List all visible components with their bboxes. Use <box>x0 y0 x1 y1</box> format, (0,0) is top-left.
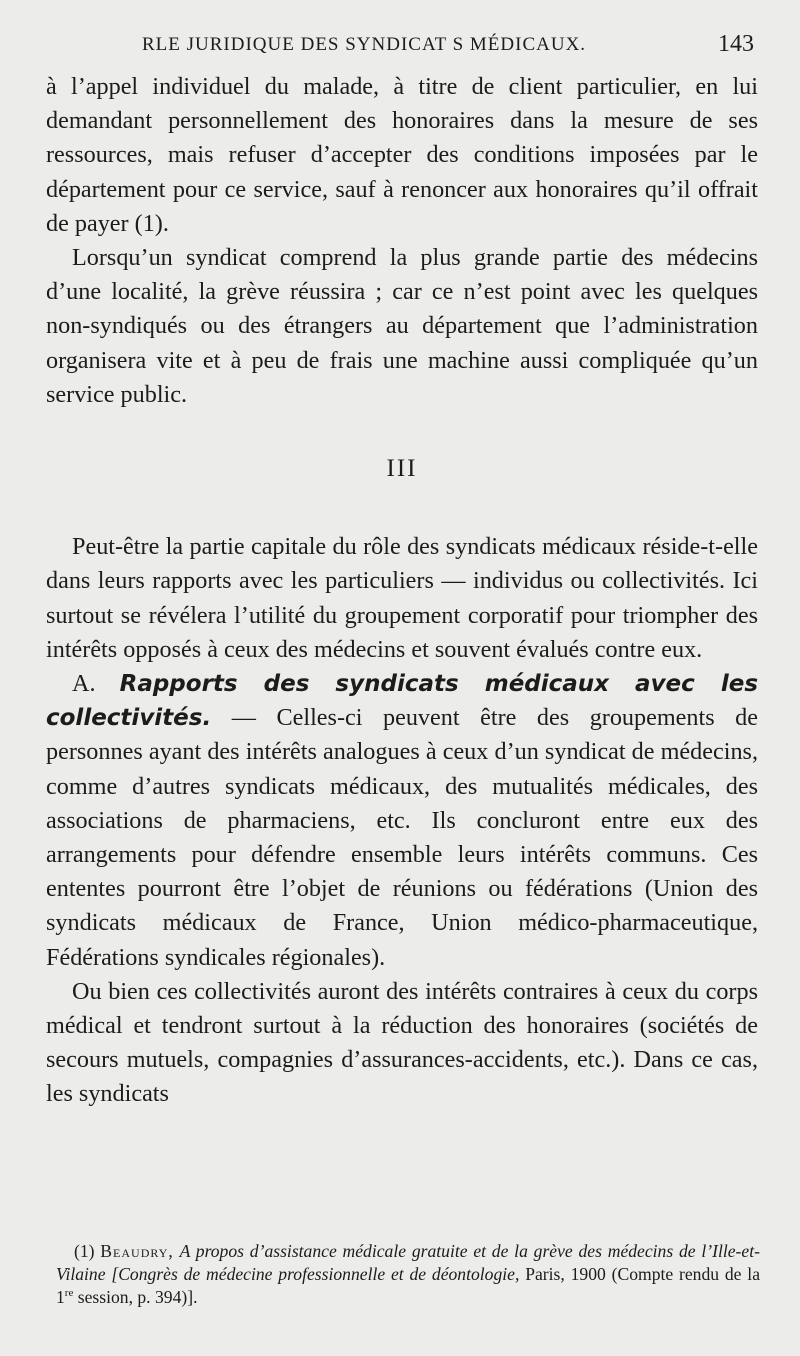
running-title: RLE JURIDIQUE DES SYNDICAT S MÉDICAUX. <box>142 34 587 55</box>
footnote-congress: [Congrès de médecine professionnelle et de déontologie, <box>111 1264 520 1284</box>
footnote-marker: (1) <box>74 1241 95 1261</box>
subsection-text: Celles-ci peuvent être des groupements de personnes ayant des intérêts analogues à ceux d’un syndicat de médecins, comme d’autres syndicats médicaux, des mutualités médicales, des associations de pharmaciens, etc. Ils concluront entre eux des arrangements pour défendre ensemble leurs intérêts communs. Ces ententes pourront être l’objet de réunions ou fédérations (Union des syndicats médicaux de France, Union médico-pharmaceutique, Fédérations syndicales régionales). <box>46 704 759 971</box>
paragraph: Peut-être la partie capitale du rôle des syndicats médicaux réside-t-elle dans leurs rapports avec les particuliers — individus ou collectivités. Ici surtout se révélera l’utilité du groupement corporatif pour triompher des intérêts opposés à ceux des médecins et souvent évalués contre eux. <box>46 533 758 663</box>
subsection-heading: Rapports des syndicats médicaux avec les collectivités. <box>46 671 759 732</box>
em-dash: — <box>211 704 277 732</box>
footnote-title: A propos d’assistance médicale gratuite et de la grève des médecins de l’Ille-et-Vilaine <box>56 1241 760 1284</box>
footnote <box>56 1240 760 1309</box>
page-header <box>142 31 754 57</box>
footnote-author: Beaudry, <box>100 1241 174 1261</box>
paragraph: à l’appel individuel du malade, à titre de client particulier, en lui demandant personnellement des honoraires dans la mesure de ses ressources, mais refuser d’accepter des conditions imposées par le département pour ce service, sauf à renoncer aux honoraires qu’il offrait de payer (1). <box>46 73 758 237</box>
page-number: 143 <box>718 31 754 57</box>
section-heading: III <box>386 455 418 483</box>
footnote-superscript: re <box>64 1287 74 1300</box>
footnotes <box>56 1240 760 1309</box>
body-text <box>46 70 758 1112</box>
footnote-source: Paris, 1900 (Compte rendu de la 1 <box>56 1264 760 1307</box>
paragraph: Lorsqu’un syndicat comprend la plus grande partie des médecins d’une localité, la grève réussira ; car ce n’est point avec les quelques non-syndiqués ou des étrangers au département que l’administration organisera vite et à peu de frais une machine aussi compliquée qu’un service public. <box>46 244 758 408</box>
paragraph: Ou bien ces collectivités auront des intérêts contraires à ceux du corps médical et tendront surtout à la réduction des honoraires (sociétés de secours mutuels, compagnies d’assurances-accidents, etc.). Dans ce cas, les syndicats <box>46 977 758 1108</box>
subsection-letter: A. <box>72 670 96 698</box>
subsection-paragraph <box>46 667 758 975</box>
footnote-end: session, p. 394)]. <box>77 1287 198 1307</box>
